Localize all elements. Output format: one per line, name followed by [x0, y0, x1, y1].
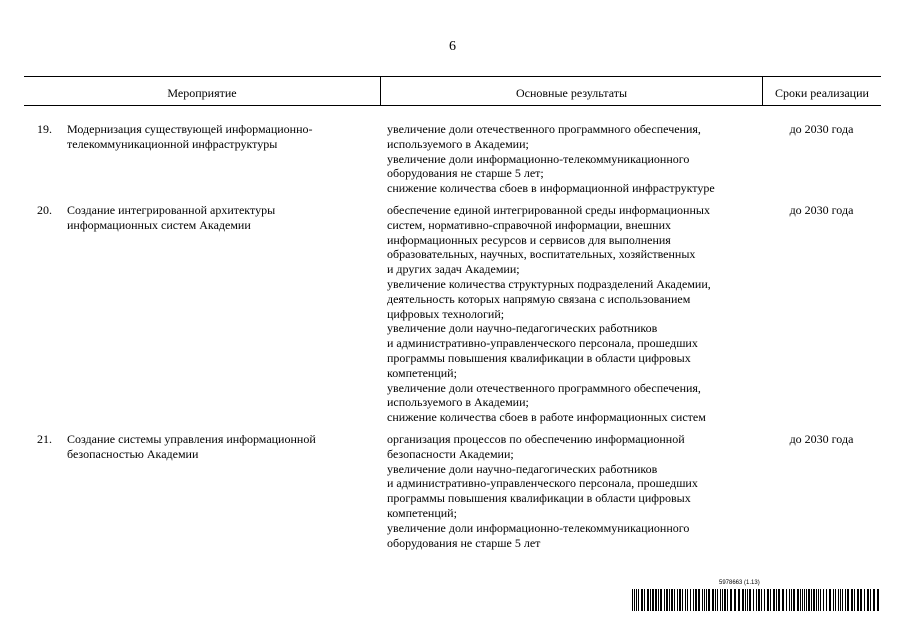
result-line: организация процессов по обеспечению информационной: [387, 432, 685, 446]
result-line: используемого в Академии;: [387, 136, 529, 151]
result-line: систем, нормативно-справочной информации, внешних: [387, 217, 672, 232]
row-results: [387, 432, 757, 550]
result-line: цифровых технологий;: [387, 306, 505, 321]
result-line: увеличение доли отечественного программного обеспечения,: [387, 380, 701, 395]
result-line: обеспечение единой интегрированной среды информационных: [387, 203, 710, 217]
result-line: образовательных, научных, воспитательных, хозяйственных: [387, 247, 696, 262]
result-line: увеличение доли информационно-телекоммуникационного: [387, 520, 690, 535]
result-line: программы повышения квалификации в области цифровых: [387, 350, 691, 365]
row-number: 21.: [37, 432, 52, 446]
page-number: 6: [449, 39, 456, 54]
row-results: [387, 122, 757, 196]
event-line: Модернизация существующей информационно-: [67, 122, 313, 136]
result-line: компетенций;: [387, 505, 457, 520]
row-deadline: до 2030 года: [789, 203, 854, 217]
result-line: увеличение количества структурных подразделений Академии,: [387, 276, 711, 291]
event-line: безопасностью Академии: [67, 446, 199, 461]
result-line: увеличение доли отечественного программного обеспечения,: [387, 122, 701, 136]
row-deadline: до 2030 года: [789, 432, 854, 446]
barcode-label: 5978663 (1.13): [719, 580, 760, 586]
result-line: информационных ресурсов и сервисов для выполнения: [387, 232, 671, 247]
result-line: увеличение доли научно-педагогических работников: [387, 461, 658, 476]
row-event: [67, 122, 367, 152]
result-line: деятельность которых напрямую связана с использованием: [387, 291, 691, 306]
header-event: Мероприятие: [167, 86, 237, 100]
event-line: телекоммуникационной инфраструктуры: [67, 136, 278, 151]
result-line: и других задач Академии;: [387, 262, 520, 277]
row-deadline: до 2030 года: [789, 122, 854, 136]
result-line: компетенций;: [387, 365, 457, 380]
row-number: 19.: [37, 122, 52, 136]
result-line: оборудования не старше 5 лет: [387, 535, 541, 550]
event-line: Создание интегрированной архитектуры: [67, 203, 276, 217]
result-line: снижение количества сбоев в работе информационных систем: [387, 410, 706, 425]
result-line: и административно-управленческого персонала, прошедших: [387, 476, 698, 491]
result-line: программы повышения квалификации в области цифровых: [387, 491, 691, 506]
row-event: [67, 432, 367, 462]
event-line: Создание системы управления информационной: [67, 432, 316, 446]
result-line: оборудования не старше 5 лет;: [387, 166, 544, 181]
header-results: Основные результаты: [515, 86, 628, 100]
result-line: увеличение доли научно-педагогических работников: [387, 321, 658, 336]
event-line: информационных систем Академии: [67, 217, 251, 232]
row-event: [67, 203, 367, 233]
row-number: 20.: [37, 203, 52, 217]
result-line: увеличение доли информационно-телекоммуникационного: [387, 151, 690, 166]
barcode: [632, 589, 880, 611]
header-deadline: Сроки реализации: [775, 86, 869, 100]
table-header-bottom-rule: [24, 105, 881, 106]
result-line: безопасности Академии;: [387, 446, 514, 461]
table-top-rule: [24, 76, 881, 77]
row-results: [387, 203, 757, 425]
result-line: и административно-управленческого персонала, прошедших: [387, 336, 698, 351]
result-line: снижение количества сбоев в информационной инфраструктуре: [387, 181, 715, 196]
result-line: используемого в Академии;: [387, 395, 529, 410]
